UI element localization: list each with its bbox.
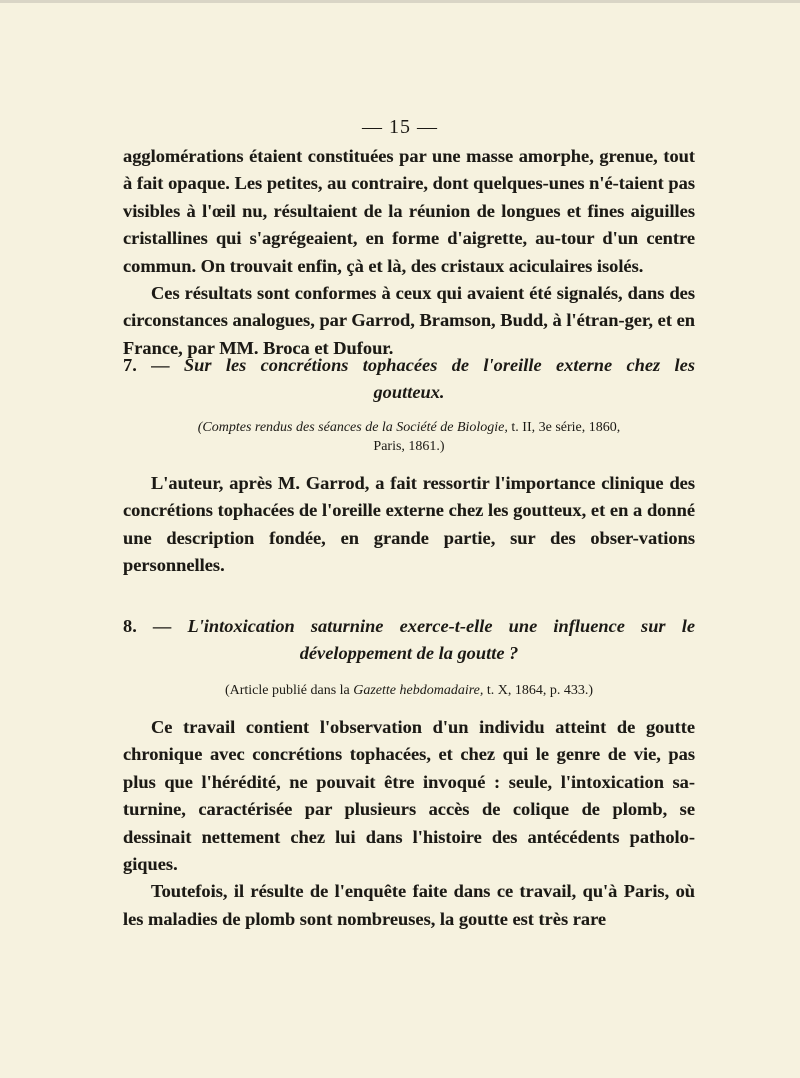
section-7-reference [123,418,695,456]
section-8-body-2: Toutefois, il résulte de l'enquête faite dans ce travail, qu'à Paris, où les maladies de plomb sont nombreuses, la goutte est très rare [123,881,695,929]
section-7-ref-line2: Paris, 1861.) [373,439,445,454]
section-8-title-line2: développement de la goutte ? [299,643,519,663]
section-8-body-1: Ce travail contient l'observation d'un individu atteint de goutte chronique avec concrétions tophacées, et chez qui le genre de vie, pas plus que l'hérédité, ne pouvait être invoqué : seule, l'intoxication sa-turnine, caractérisée par plusieurs accès de colique de plomb, se dessinait nettement chez lui dans l'histoire des antécédents patholo-giques. [123,717,695,875]
section-8-number: 8. — [123,616,172,636]
section-7-ref-details: t. II, 3e série, 1860, [511,420,621,435]
paragraph-2: Ces résultats sont conformes à ceux qui avaient été signalés, dans des circonstances analogues, par Garrod, Bramson, Budd, à l'étran-ger, et en France, par MM. Broca et Dufour. [123,283,695,358]
section-8-title-line1: L'intoxication saturnine exerce-t-elle une influence sur le [187,616,695,636]
section-8 [123,613,695,933]
section-8-heading [123,613,695,667]
section-8-ref-prefix: (Article publié dans la [224,683,350,698]
scan-edge [0,0,800,3]
section-7-title-line1: Sur les concrétions tophacées de l'oreille externe chez les [183,355,695,375]
section-7-title-line2: goutteux. [373,382,445,402]
section-7-heading [123,352,695,406]
opening-text [123,143,695,362]
section-8-ref-journal: Gazette hebdomadaire, [353,683,484,698]
section-7-ref-journal: (Comptes rendus des séances de la Société de Biologie, [197,420,508,435]
section-7-body: L'auteur, après M. Garrod, a fait ressortir l'importance clinique des concrétions tophacées de l'oreille externe chez les goutteux, et en a donné une description fondée, en grande partie, sur des obser-vations personnelles. [123,473,695,576]
section-7-number: 7. — [123,355,170,375]
section-8-ref-details: t. X, 1864, p. 433.) [486,683,594,698]
page-number: — 15 — [362,116,438,138]
section-8-reference [123,681,695,700]
paragraph-1: agglomérations étaient constituées par une masse amorphe, grenue, tout à fait opaque. Les petites, au contraire, dont quelques-unes n'é-taient pas visibles à l'œil nu, résultaient de la réunion de longues et fines aiguilles cristallines qui s'agrégeaient, en forme d'aigrette, au-tour d'un centre commun. On trouvait enfin, çà et là, des cristaux aciculaires isolés. [123,146,695,276]
section-7 [123,352,695,580]
